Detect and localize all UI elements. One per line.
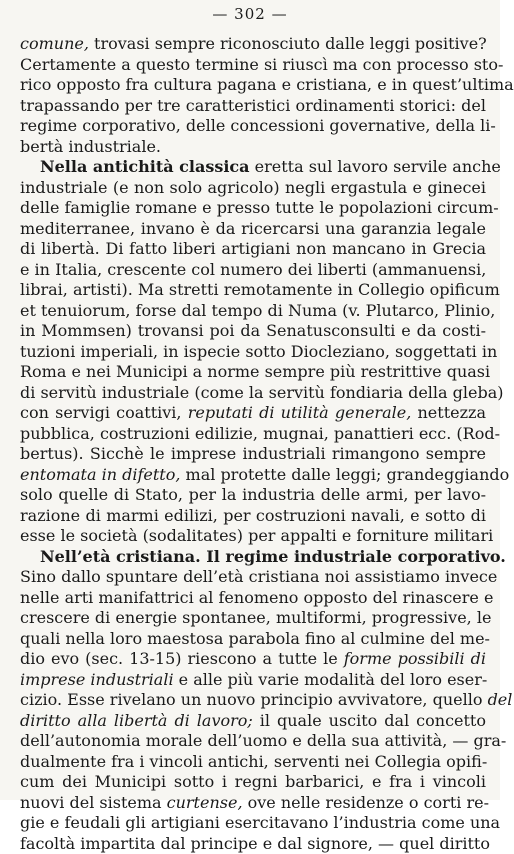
text-run: librai, artisti). Ma stretti remotamente in Collegio opificum [20,280,500,299]
text-line [20,506,486,527]
text-run: Roma e nei Municipi a norme sempre più restrittive quasi [20,362,490,381]
text-run: razione di marmi edilizi, per costruzioni navali, e sotto di [20,506,486,525]
text-line [20,608,486,629]
text-line [20,670,486,691]
italic-text: diritto alla libertà di lavoro; [20,711,253,730]
text-line [20,137,486,158]
text-run: dio evo (sec. 13-15) riescono a tutte le [20,649,344,668]
text-run: mal protette dalle leggi; grandeggiando [180,465,509,484]
text-run: in Mommsen) trovansi poi da Senatusconsulti e da costi- [20,321,486,340]
text-run: con servigi coattivi, [20,403,188,422]
text-run: tuzioni imperiali, in ispecie sotto Diocleziano, soggettati in [20,342,497,361]
text-line [20,34,486,55]
text-run: mediterranee, invano è da ricercarsi una garanzia legale [20,219,486,238]
text-run: dualmente fra i vincoli antichi, serventi nei Collegia opifi- [20,752,487,771]
text-run: trapassando per tre caratteristici ordinamenti storici: del [20,96,486,115]
text-line [20,649,486,670]
text-line [20,178,486,199]
text-run: cum dei Municipi sotto i regni barbarici, e fra i vincoli [20,772,486,791]
text-line [20,403,486,424]
text-line [20,219,486,240]
text-run: trovasi sempre riconosciuto dalle leggi positive? [89,34,487,53]
text-line [20,547,486,568]
text-line [20,752,486,773]
text-run: gie e feudali gli artigiani esercitavano l’industria come una [20,813,500,832]
text-run: esse le società (sodalitates) per appalti e forniture militari [20,526,493,545]
text-run: et tenuiorum, forse dal tempo di Numa (v. Plutarco, Plinio, [20,301,495,320]
text-line [20,383,486,404]
text-run: di libertà. Di fatto liberi artigiani non mancano in Grecia [20,239,486,258]
text-line [20,690,486,711]
text-run: nettezza [411,403,486,422]
text-run: Certamente a questo termine si riuscì ma con processo sto- [20,55,503,74]
text-line [20,321,486,342]
text-run: nelle arti manifattrici al fenomeno opposto del rinascere e [20,588,493,607]
text-run: industriale (e non solo agricolo) negli ergastula e ginecei [20,178,486,197]
italic-text: curtense, [167,793,243,812]
text-run: pubblica, costruzioni edilizie, mugnai, panattieri ecc. (Rod- [20,424,500,443]
text-line [20,526,486,547]
italic-text: comune, [20,34,89,53]
text-line [20,772,486,793]
text-run: bertà industriale. [20,137,161,156]
text-run: cizio. Esse rivelano un nuovo principio avvivatore, quello [20,690,488,709]
text-run: crescere di energie spontanee, multiformi, progressive, le [20,608,491,627]
text-run: e alle più varie modalità del loro eser- [174,670,488,689]
text-line [20,75,486,96]
text-run: e in Italia, crescente col numero dei liberti (ammanuensi, [20,260,486,279]
italic-text: imprese industriali [20,670,174,689]
text-line [20,55,486,76]
text-run: dell’autonomia morale dell’uomo e della sua attività, — gra- [20,731,506,750]
text-run: ove nelle residenze o corti re- [243,793,489,812]
text-line [20,711,486,732]
text-line [20,280,486,301]
text-line [20,444,486,465]
text-run: delle famiglie romane e presso tutte le popolazioni circum- [20,198,499,217]
text-run: solo quelle di Stato, per la industria delle armi, per lavo- [20,485,486,504]
text-line [20,116,486,137]
text-line [20,465,486,486]
italic-text: entomata in difetto, [20,465,180,484]
text-line [20,793,486,814]
text-line [20,96,486,117]
text-line [20,424,486,445]
text-line [20,588,486,609]
text-line [20,239,486,260]
body-text [20,34,486,854]
text-line [20,342,486,363]
text-line [20,198,486,219]
italic-text: forme possibili di [344,649,486,668]
text-run: quali nella loro maestosa parabola fino al culmine del me- [20,629,490,648]
text-line [20,834,486,854]
text-run: regime corporativo, delle concessioni governative, della li- [20,116,496,135]
text-line [20,157,486,178]
text-line [20,485,486,506]
text-run: facoltà impartita dal principe e dal signore, — quel diritto [20,834,490,853]
italic-text: reputati di utilità generale, [188,403,412,422]
text-line [20,731,486,752]
text-run: eretta sul lavoro servile anche [250,157,501,176]
text-run: nuovi del sistema [20,793,167,812]
text-line [20,813,486,834]
text-line [20,567,486,588]
text-run: bertus). Sicchè le imprese industriali rimangono sempre [20,444,486,463]
text-run: Sino dallo spuntare dell’età cristiana noi assistiamo invece [20,567,497,586]
page-number: — 302 — [0,5,500,23]
text-run: di servitù industriale (come la servitù fondiaria della gleba) [20,383,504,402]
text-line [20,362,486,383]
text-line [20,260,486,281]
text-line [20,629,486,650]
bold-heading-text: Nell’età cristiana. Il regime industriale corporativo. [40,547,506,566]
bold-heading-text: Nella antichità classica [40,157,250,176]
text-line [20,301,486,322]
italic-text: del [488,690,513,709]
text-run: rico opposto fra cultura pagana e cristiana, e in quest’ultima [20,75,514,94]
text-run: il quale uscito dal concetto [253,711,486,730]
